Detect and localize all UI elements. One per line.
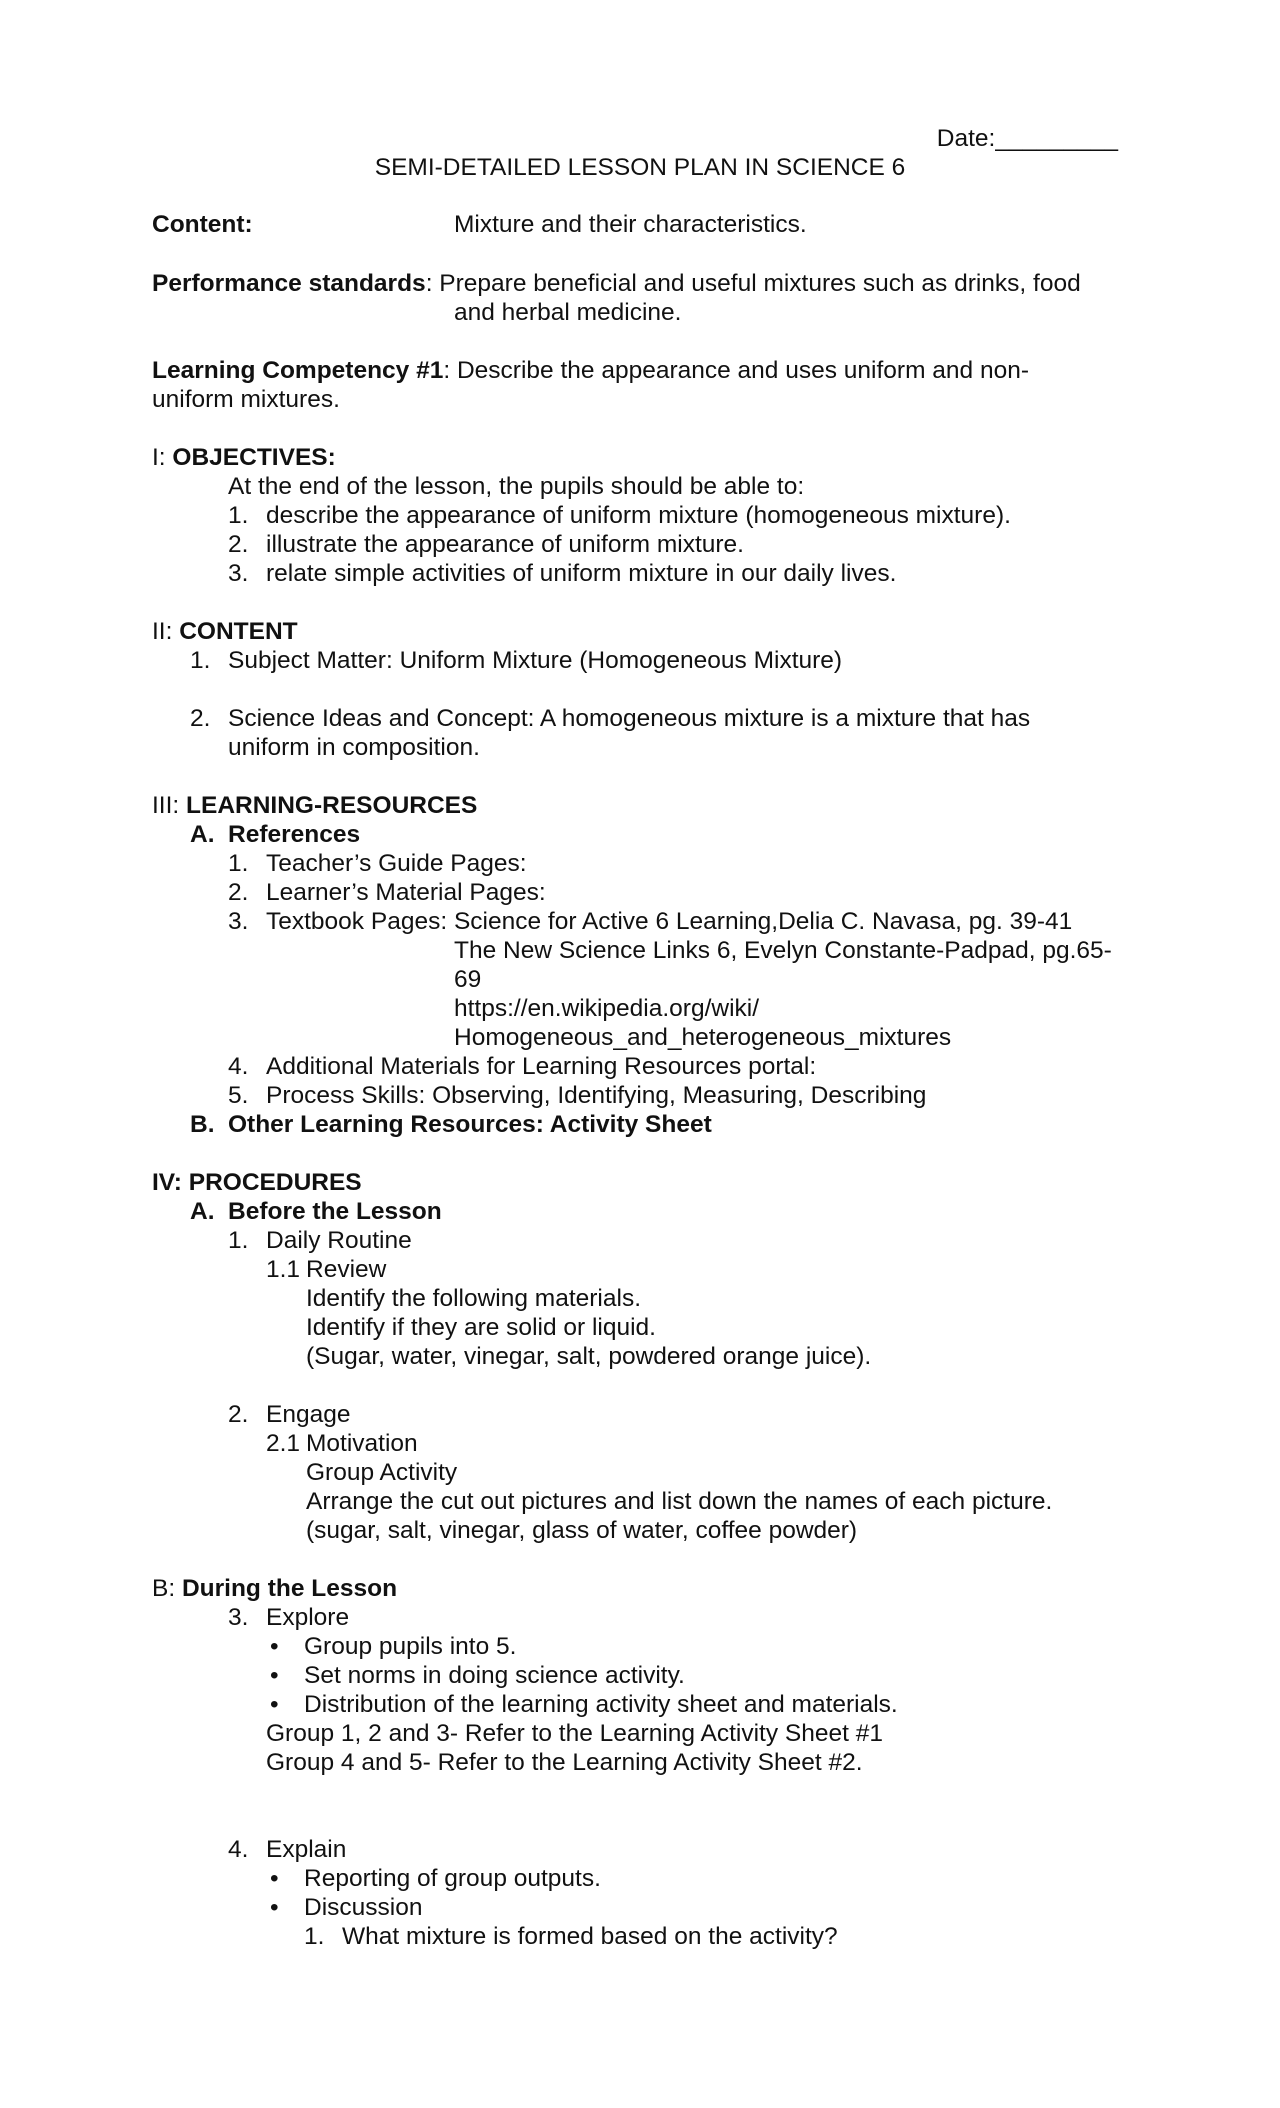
content-item-text: Science Ideas and Concept: A homogeneous mixture is a mixture that has [228,705,1031,732]
review-item [266,1255,386,1284]
daily-routine-text: Daily Routine [266,1227,412,1254]
objective-number: 2. [228,531,249,558]
engage-item [228,1400,350,1429]
reference-text: Teacher’s Guide Pages: [266,850,527,877]
objective-number: 3. [228,560,249,587]
explain-bullet-text: Reporting of group outputs. [304,1865,601,1892]
resources-title: LEARNING-RESOURCES [186,792,478,819]
content-section-prefix: II: [152,618,180,645]
daily-routine-item [228,1226,412,1255]
document-title: SEMI-DETAILED LESSON PLAN IN SCIENCE 6 [374,154,906,181]
content-item-science-ideas-cont: uniform in composition. [228,734,480,761]
date-line: Date:_________ [936,125,1118,152]
reference-number: 2. [228,879,249,906]
bullet-icon: • [270,1894,279,1921]
objective-item [228,559,896,588]
objective-item [228,530,744,559]
explain-number: 4. [228,1836,249,1863]
engage-number: 2. [228,1401,249,1428]
explain-text: Explain [266,1836,347,1863]
during-lesson-heading [152,1574,397,1603]
content-label: Content: [152,211,253,238]
bullet-icon: • [270,1865,279,1892]
learning-competency-line [152,356,1029,385]
content-section-heading [152,617,298,646]
reference-text: Textbook Pages: Science for Active 6 Learning,Delia C. Navasa, pg. 39-41 [266,908,1073,935]
review-text: Review [306,1256,387,1283]
content-item-number: 2. [190,705,211,732]
bullet-icon: • [270,1691,279,1718]
objectives-intro: At the end of the lesson, the pupils should be able to: [228,473,805,500]
reference-text: Additional Materials for Learning Resources portal: [266,1053,817,1080]
bullet-icon: • [270,1633,279,1660]
resources-heading [152,791,477,820]
objective-item [228,501,1011,530]
textbook-reference-cont: The New Science Links 6, Evelyn Constante-Padpad, pg.65- [454,937,1112,964]
reference-item [228,849,527,878]
explore-number: 3. [228,1604,249,1631]
daily-routine-number: 1. [228,1227,249,1254]
before-lesson-letter: A. [190,1198,215,1225]
objectives-title: OBJECTIVES: [172,444,336,471]
before-lesson-title: Before the Lesson [228,1198,442,1225]
motivation-text: Motivation [306,1430,418,1457]
reference-item [228,1052,816,1081]
motivation-item [266,1429,418,1458]
explore-bullet-text: Group pupils into 5. [304,1633,517,1660]
motivation-number: 2.1 [266,1430,301,1457]
explain-bullet [266,1893,422,1922]
learning-competency-value: : Describe the appearance and uses uniform and non- [443,357,1030,384]
motivation-line: (sugar, salt, vinegar, glass of water, coffee powder) [306,1517,858,1544]
reference-text: Process Skills: Observing, Identifying, Measuring, Describing [266,1082,927,1109]
review-line: (Sugar, water, vinegar, salt, powdered orange juice). [306,1343,872,1370]
question-number: 1. [304,1923,325,1950]
content-item-number: 1. [190,647,211,674]
content-value: Mixture and their characteristics. [454,211,807,238]
explore-text: Explore [266,1604,350,1631]
other-resources-title: Other Learning Resources: Activity Sheet [228,1111,712,1138]
objective-text: describe the appearance of uniform mixture (homogeneous mixture). [266,502,1011,529]
procedures-heading: IV: PROCEDURES [152,1169,362,1196]
question-text: What mixture is formed based on the activity? [342,1923,838,1950]
resources-prefix: III: [152,792,187,819]
performance-standards-value: : Prepare beneficial and useful mixtures such as drinks, food [425,270,1081,297]
explore-group-line: Group 4 and 5- Refer to the Learning Activity Sheet #2. [266,1749,863,1776]
review-number: 1.1 [266,1256,301,1283]
reference-number: 1. [228,850,249,877]
explore-group-line: Group 1, 2 and 3- Refer to the Learning Activity Sheet #1 [266,1720,883,1747]
reference-number: 5. [228,1082,249,1109]
objectives-heading [152,443,336,472]
explain-bullet [266,1864,601,1893]
review-line: Identify the following materials. [306,1285,641,1312]
before-lesson-heading [190,1197,442,1226]
motivation-line: Group Activity [306,1459,458,1486]
objective-text: relate simple activities of uniform mixture in our daily lives. [266,560,897,587]
content-item-science-ideas [190,704,1030,733]
explore-bullet-text: Set norms in doing science activity. [304,1662,685,1689]
learning-competency-value-cont: uniform mixtures. [152,386,340,413]
learning-competency-label: Learning Competency #1 [152,357,444,384]
during-lesson-prefix: B: [152,1575,182,1602]
explore-item [228,1603,349,1632]
review-line: Identify if they are solid or liquid. [306,1314,656,1341]
objective-text: illustrate the appearance of uniform mixture. [266,531,744,558]
content-section-title: CONTENT [179,618,298,645]
explain-bullet-text: Discussion [304,1894,423,1921]
discussion-question [304,1922,838,1951]
reference-url-cont: Homogeneous_and_heterogeneous_mixtures [454,1024,952,1051]
performance-standards-value-cont: and herbal medicine. [454,299,682,326]
reference-number: 4. [228,1053,249,1080]
performance-standards-label: Performance standards [152,270,426,297]
references-letter: A. [190,821,215,848]
engage-text: Engage [266,1401,351,1428]
during-lesson-title: During the Lesson [181,1575,398,1602]
reference-item [228,1081,926,1110]
bullet-icon: • [270,1662,279,1689]
explore-bullet [266,1690,898,1719]
explore-bullet [266,1661,685,1690]
reference-item [228,878,546,907]
explore-bullet-text: Distribution of the learning activity sheet and materials. [304,1691,898,1718]
reference-item [228,907,1072,936]
other-resources-heading [190,1110,712,1139]
reference-text: Learner’s Material Pages: [266,879,546,906]
references-heading [190,820,360,849]
references-title: References [228,821,361,848]
performance-standards-line [152,269,1081,298]
reference-url: https://en.wikipedia.org/wiki/ [454,995,760,1022]
objective-number: 1. [228,502,249,529]
content-item-text: Subject Matter: Uniform Mixture (Homogeneous Mixture) [228,647,843,674]
textbook-reference-cont: 69 [454,966,482,993]
content-item-subject-matter [190,646,842,675]
other-resources-letter: B. [190,1111,215,1138]
explore-bullet [266,1632,516,1661]
motivation-line: Arrange the cut out pictures and list down the names of each picture. [306,1488,1053,1515]
explain-item [228,1835,346,1864]
objectives-prefix: I: [152,444,173,471]
reference-number: 3. [228,908,249,935]
